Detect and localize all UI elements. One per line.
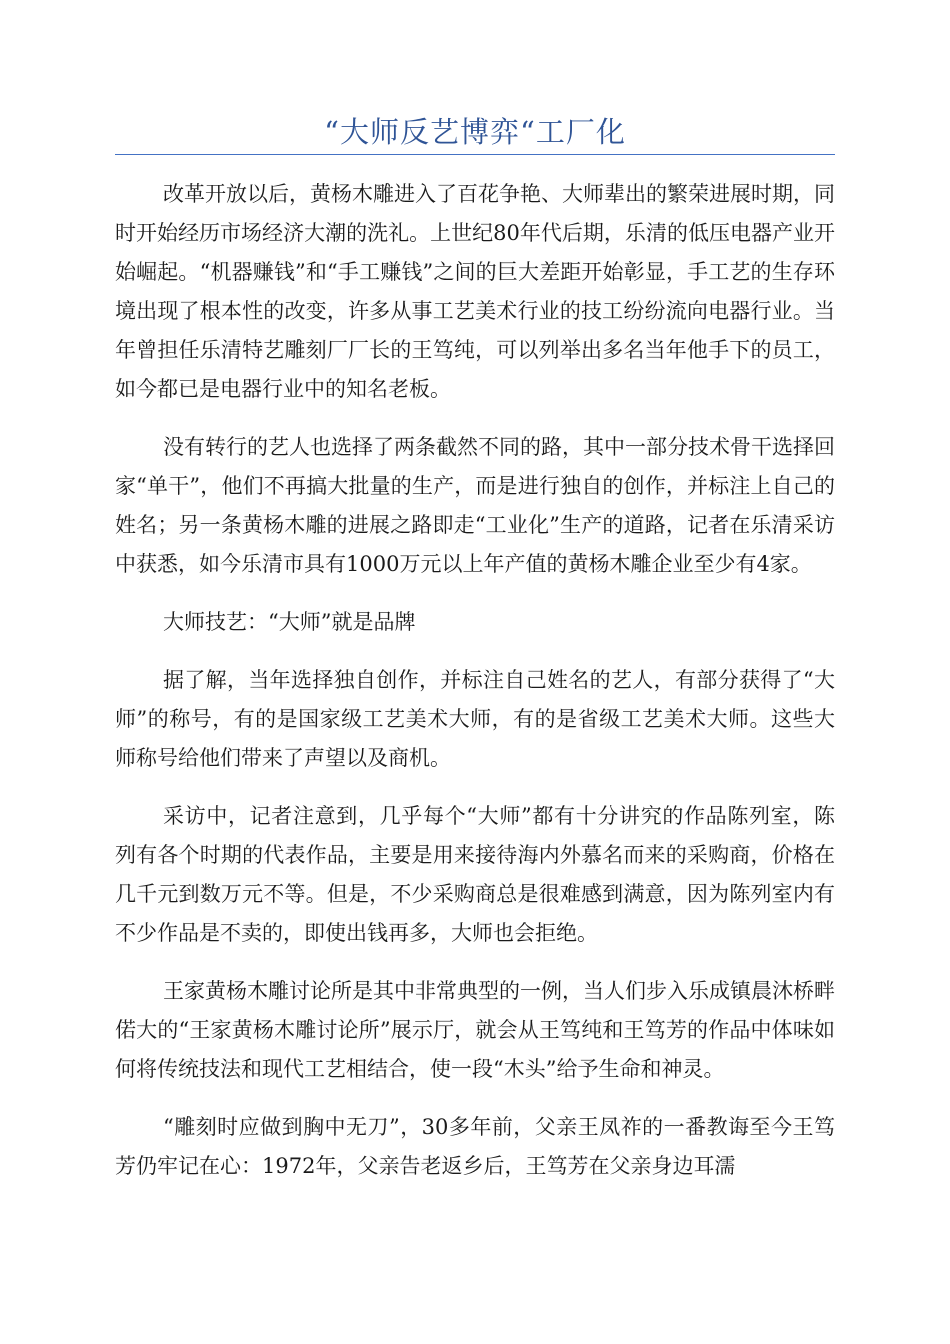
title-underline — [115, 154, 835, 155]
paragraph-6: “雕刻时应做到胸中无刀”，30多年前，父亲王凤祚的一番教诲至今王笃芳仍牢记在心：1972年，父亲告老返乡后，王笃芳在父亲身边耳濡 — [115, 1115, 835, 1178]
paragraph-3: 据了解，当年选择独自创作，并标注自己姓名的艺人，有部分获得了“大师”的称号，有的是国家级工艺美术大师，有的是省级工艺美术大师。这些大师称号给他们带来了声望以及商机。 — [115, 668, 835, 770]
paragraph-5: 王家黄杨木雕讨论所是其中非常典型的一例，当人们步入乐成镇晨沐桥畔偌大的“王家黄杨木雕讨论所”展示厅，就会从王笃纯和王笃芳的作品中体味如何将传统技法和现代工艺相结合，使一段“木头”给予生命和神灵。 — [115, 979, 835, 1081]
document-title: “大师反艺博弈“工厂化 — [324, 115, 626, 149]
section-heading: 大师技艺：“大师”就是品牌 — [163, 610, 416, 634]
paragraph-2: 没有转行的艺人也选择了两条截然不同的路，其中一部分技术骨干选择回家“单干”，他们不再搞大批量的生产，而是进行独自的创作，并标注上自己的姓名；另一条黄杨木雕的进展之路即走“工业化”生产的道路，记者在乐清采访中获悉，如今乐清市具有1000万元以上年产值的黄杨木雕企业至少有4家。 — [115, 435, 835, 576]
paragraph-1: 改革开放以后，黄杨木雕进入了百花争艳、大师辈出的繁荣进展时期，同时开始经历市场经济大潮的洗礼。上世纪80年代后期，乐清的低压电器产业开始崛起。“机器赚钱”和“手工赚钱”之间的巨大差距开始彰显，手工艺的生存环境出现了根本性的改变，许多从事工艺美术行业的技工纷纷流向电器行业。当年曾担任乐清特艺雕刻厂厂长的王笃纯，可以列举出多名当年他手下的员工，如今都已是电器行业中的知名老板。 — [115, 182, 835, 401]
paragraph-4: 采访中，记者注意到，几乎每个“大师”都有十分讲究的作品陈列室，陈列有各个时期的代表作品，主要是用来接待海内外慕名而来的采购商，价格在几千元到数万元不等。但是，不少采购商总是很难感到满意，因为陈列室内有不少作品是不卖的，即使出钱再多，大师也会拒绝。 — [115, 804, 835, 945]
document-body — [115, 175, 835, 1205]
